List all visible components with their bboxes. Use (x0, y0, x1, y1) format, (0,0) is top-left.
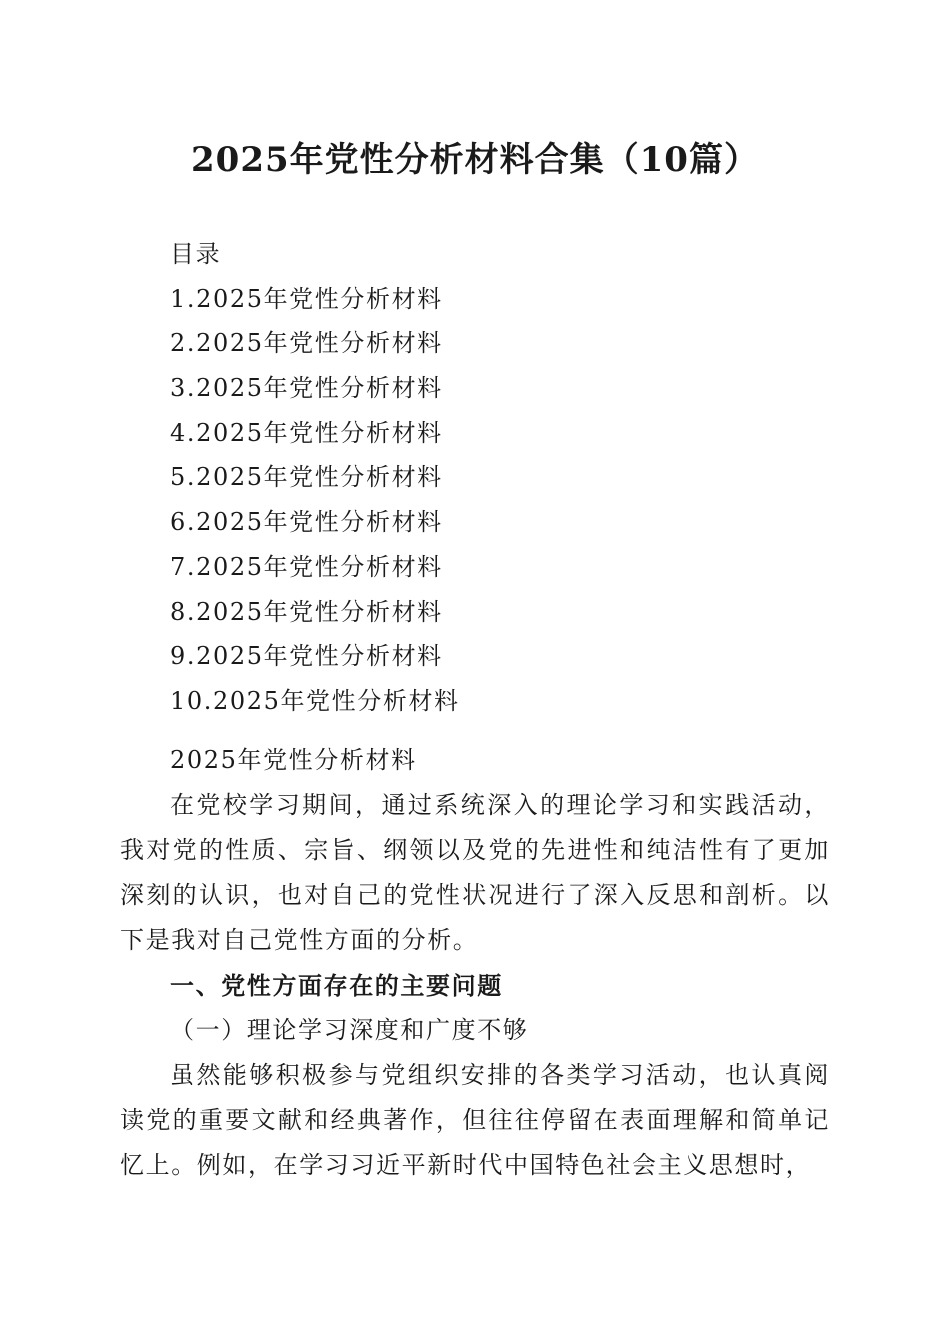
toc-item: 2.2025年党性分析材料 (170, 329, 443, 358)
toc-heading: 目录 (170, 240, 222, 268)
toc-item: 4.2025年党性分析材料 (170, 418, 443, 447)
intro-paragraph: 在党校学习期间，通过系统深入的理论学习和实践活动，我对党的性质、宗旨、纲领以及党的先进性和纯洁性有了更加深刻的认识，也对自己的党性状况进行了深入反思和剖析。以下是我对自己党性方面的分析。 (120, 791, 830, 954)
toc-item: 9.2025年党性分析材料 (170, 642, 443, 671)
table-of-contents (170, 232, 870, 724)
section-heading: 一、党性方面存在的主要问题 (170, 971, 503, 1000)
toc-item: 10.2025年党性分析材料 (170, 686, 460, 715)
document-title: 2025年党性分析材料合集（10篇） (191, 140, 759, 180)
subsection-paragraph: 虽然能够积极参与党组织安排的各类学习活动，也认真阅读党的重要文献和经典著作，但往往停留在表面理解和简单记忆上。例如，在学习习近平新时代中国特色社会主义思想时， (120, 1061, 830, 1179)
toc-item: 6.2025年党性分析材料 (170, 508, 443, 537)
toc-item: 1.2025年党性分析材料 (170, 284, 443, 313)
article-subtitle: 2025年党性分析材料 (170, 746, 417, 774)
toc-item: 8.2025年党性分析材料 (170, 597, 443, 626)
subsection-heading: （一）理论学习深度和广度不够 (170, 1016, 529, 1044)
toc-item: 3.2025年党性分析材料 (170, 374, 443, 403)
toc-item: 7.2025年党性分析材料 (170, 552, 443, 581)
toc-item: 5.2025年党性分析材料 (170, 463, 443, 492)
article-body (120, 738, 830, 1188)
